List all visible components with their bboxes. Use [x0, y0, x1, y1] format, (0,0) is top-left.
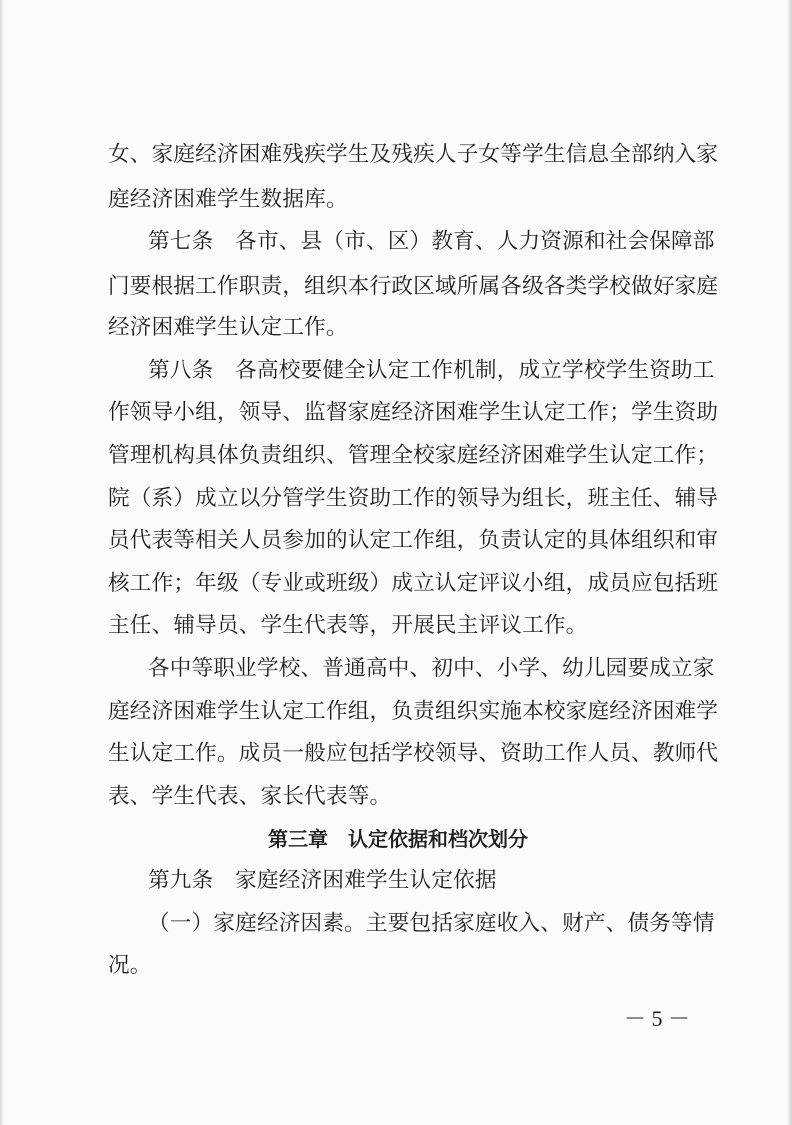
text-line: 经济困难学生认定工作。: [108, 315, 348, 340]
text-line: 生认定工作。成员一般应包括学校领导、资助工作人员、教师代: [108, 741, 719, 766]
text-line: 核工作；年级（专业或班级）成立认定评议小组，成员应包括班: [108, 571, 719, 596]
text-line: 庭经济困难学生认定工作组，负责组织实施本校家庭经济困难学: [108, 699, 719, 724]
page-number: － 5 －: [624, 1006, 691, 1031]
text-line: 况。: [108, 953, 152, 978]
text-line: 管理机构具体负责组织、管理全校家庭经济困难学生认定工作；: [108, 443, 719, 468]
text-line: 庭经济困难学生数据库。: [108, 187, 348, 212]
text-line: 女、家庭经济困难残疾学生及残疾人子女等学生信息全部纳入家: [108, 142, 719, 167]
text-line: 表、学生代表、家长代表等。: [108, 784, 392, 809]
text-line: 员代表等相关人员参加的认定工作组，负责认定的具体组织和审: [108, 528, 719, 553]
text-line: 门要根据工作职责，组织本行政区域所属各级各类学校做好家庭: [108, 274, 719, 299]
paragraph-text: （一）家庭经济因素。主要包括家庭收入、财产、债务等情: [148, 911, 715, 936]
paragraph-text: 各中等职业学校、普通高中、初中、小学、幼儿园要成立家: [148, 656, 715, 681]
text-line: 院（系）成立以分管学生资助工作的领导为组长，班主任、辅导: [108, 486, 719, 511]
scan-edge-left: [0, 0, 4, 1125]
chapter-3-heading: 第三章 认定依据和档次划分: [268, 827, 528, 851]
text-line: 作领导小组，领导、监督家庭经济困难学生认定工作；学生资助: [108, 400, 719, 425]
scan-edge-right: [787, 0, 792, 1125]
text-line: 主任、辅导员、学生代表等，开展民主评议工作。: [108, 613, 588, 638]
article-9-text: 第九条 家庭经济困难学生认定依据: [148, 868, 497, 893]
article-7-text: 第七条 各市、县（市、区）教育、人力资源和社会保障部: [148, 229, 715, 254]
article-8-text: 第八条 各高校要健全认定工作机制，成立学校学生资助工: [148, 358, 715, 383]
